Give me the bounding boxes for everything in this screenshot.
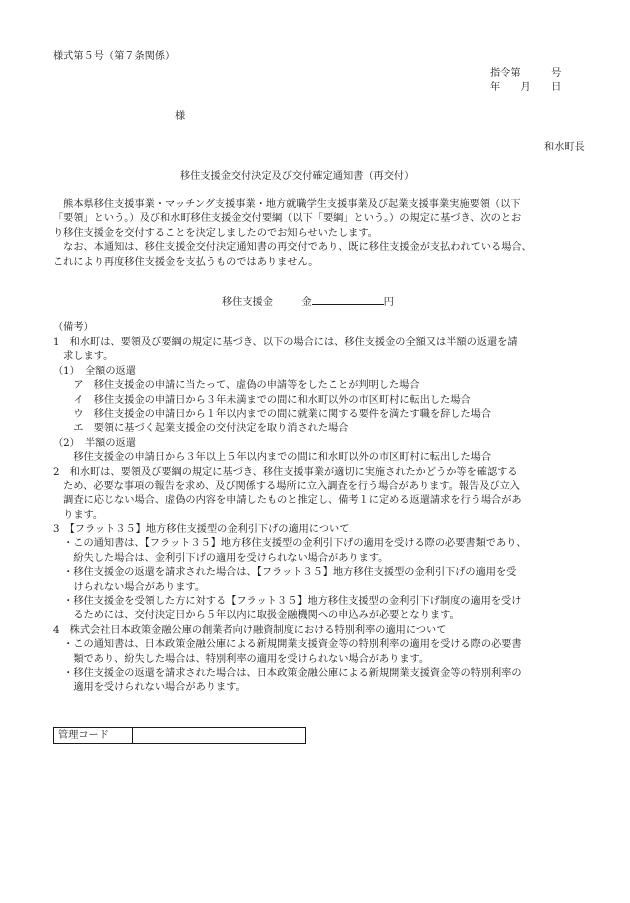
body-line: り移住支援金を交付することを決定しましたのでお知らせいたします。 [53, 227, 378, 239]
note-line: 1 和水町は、要領及び要綱の規定に基づき、以下の場合には、移住支援金の全額又は半額の返還を請 [53, 337, 518, 348]
note-line: ・この通知書は、日本政策金融公庫による新規開業支援資金等の特別利率の適用を受ける際の必要書 [53, 639, 522, 651]
note-line: 類であり、紛失した場合は、特別利率の適用を受けられない場合があります。 [53, 653, 430, 665]
body-line: 熊本県移住支援事業・マッチング支援事業・地方就職学生支援事業及び起業支援事業実施要領（以下 [53, 199, 521, 210]
note-line: ・この通知書は、【フラット３５】地方移住支援型の金利引下げの適用を受ける際の必要書類であり、 [53, 538, 527, 550]
reference-number: 指令第 号 [490, 68, 562, 79]
note-line: るためには、交付決定日から５年以内に取扱金融機関への申込みが必要となります。 [53, 610, 460, 622]
note-line: 4 株式会社日本政策金融公庫の創業者向け融資制度における特別利率の適用について [53, 624, 447, 636]
body-line: 「要領」という。）及び和水町移住支援金交付要綱（以下「要綱」という。）の規定に基づき、次のとお [53, 213, 522, 225]
note-line: 適用を受けられない場合があります。 [53, 682, 246, 694]
note-line: 3 【フラット３５】地方移住支援型の金利引下げの適用について [53, 524, 350, 536]
amount-unit: 円 [383, 297, 394, 308]
note-line: （2） 半額の返還 [53, 437, 136, 449]
note-line: 調査に応じない場合、虚偽の内容を申請したものと推定し、備考１に定める返還請求を行う場合があ [53, 495, 522, 507]
management-code-value[interactable] [133, 728, 306, 744]
amount-prefix: 金 [301, 297, 312, 308]
note-line: 移住支援金の申請日から３年以上５年以内までの間に和水町以外の市区町村に転出した場合 [53, 452, 492, 464]
note-line: イ 移住支援金の申請日から３年未満までの間に和水町以外の市区町村に転出した場合 [53, 394, 471, 406]
management-code-label: 管理コード [54, 728, 133, 744]
body-text [53, 198, 588, 270]
notes-text [53, 336, 588, 696]
note-line: ります。 [53, 509, 104, 521]
amount-blank [312, 293, 384, 305]
note-line: 求します。 [53, 351, 114, 363]
form-number: 様式第５号（第７条関係） [53, 51, 176, 62]
note-line: エ 要領に基づく起業支援金の交付決定を取り消された場合 [53, 423, 349, 435]
note-line: ・移住支援金を受領した方に対する【フラット３５】地方移住支援型の金利引下げ制度の適用を受け [53, 596, 522, 608]
note-line: けられない場合があります。 [53, 581, 205, 593]
note-line: ・移住支援金の返還を請求された場合は、【フラット３５】地方移住支援型の金利引下げの適用を受 [53, 567, 517, 579]
amount-row [222, 293, 394, 310]
note-line: 2 和水町は、要領及び要綱の規定に基づき、移住支援事業が適切に実施されたかどうか等を確認する [53, 466, 518, 478]
note-line: 紛失した場合は、金利引下げの適用を受けられない場合があります。 [53, 552, 389, 564]
note-line: ウ 移住支援金の申請日から１年以内までの間に就業に関する要件を満たす職を辞した場合 [53, 408, 492, 420]
body-line: これにより再度移住支援金を支払うものではありません。 [53, 256, 319, 268]
management-code-table [53, 727, 306, 744]
issuer-name: 和水町長 [544, 142, 585, 153]
body-line: なお、本通知は、移住支援金交付決定通知書の再交付であり、既に移住支援金が支払われている場合、 [53, 242, 532, 254]
note-line: ため、必要な事項の報告を求め、及び関係する場所に立入調査を行う場合があります。報告及び立入 [53, 480, 520, 492]
amount-label: 移住支援金 [222, 297, 273, 308]
note-line: （1） 全額の返還 [53, 365, 136, 377]
notes-heading: （備考） [53, 322, 94, 333]
issue-date: 年 月 日 [490, 82, 562, 93]
note-line: ・移住支援金の返還を請求された場合は、日本政策金融公庫による新規開業支援資金等の特別利率の [53, 667, 522, 679]
recipient-suffix: 様 [175, 111, 186, 122]
note-line: ア 移住支援金の申請に当たって、虚偽の申請等をしたことが判明した場合 [53, 380, 420, 392]
document-title: 移住支援金交付決定及び交付確定通知書（再交付） [180, 171, 415, 182]
